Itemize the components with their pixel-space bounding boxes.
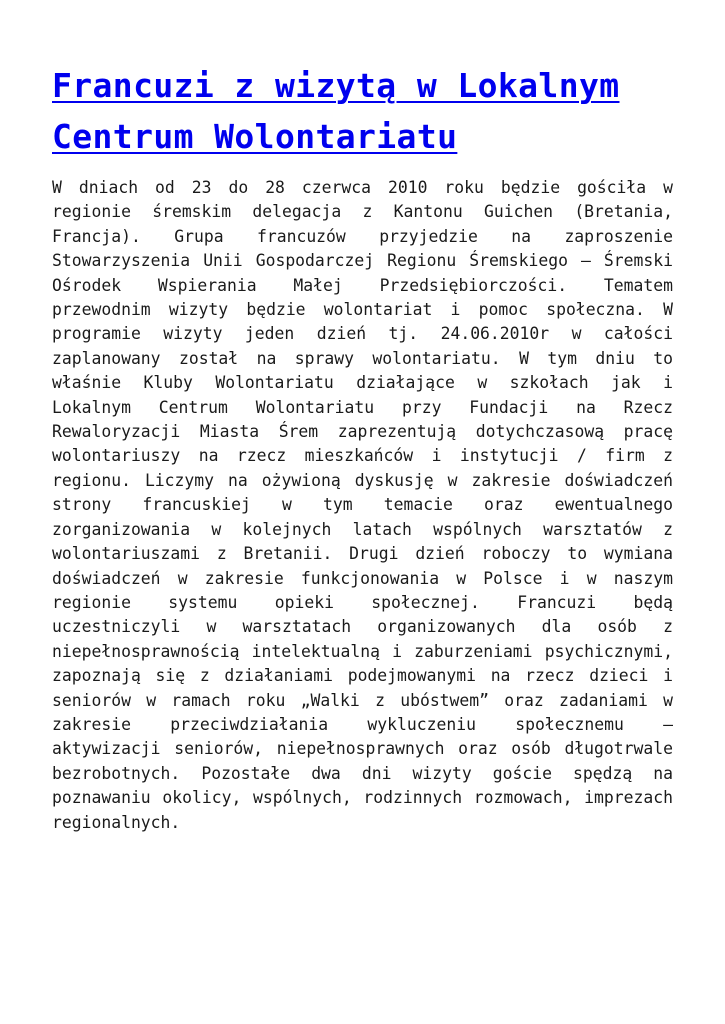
article-title <box>52 60 673 162</box>
article-title-link[interactable]: Francuzi z wizytą w Lokalnym Centrum Wolontariatu <box>52 66 620 156</box>
article <box>52 60 673 835</box>
article-body: W dniach od 23 do 28 czerwca 2010 roku będzie gościła w regionie śremskim delegacja z Kantonu Guichen (Bretania, Francja). Grupa francuzów przyjedzie na zaproszenie Stowarzyszenia Unii Gospodarczej Regionu Śremskiego – Śremski Ośrodek Wspierania Małej Przedsiębiorczości. Tematem przewodnim wizyty będzie wolontariat i pomoc społeczna. W programie wizyty jeden dzień tj. 24.06.2010r w całości zaplanowany został na sprawy wolontariatu. W tym dniu to właśnie Kluby Wolontariatu działające w szkołach jak i Lokalnym Centrum Wolontariatu przy Fundacji na Rzecz Rewaloryzacji Miasta Śrem zaprezentują dotychczasową pracę wolontariuszy na rzecz mieszkańców i instytucji / firm z regionu. Liczymy na ożywioną dyskusję w zakresie doświadczeń strony francuskiej w tym temacie oraz ewentualnego zorganizowania w kolejnych latach wspólnych warsztatów z wolontariuszami z Bretanii. Drugi dzień roboczy to wymiana doświadczeń w zakresie funkcjonowania w Polsce i w naszym regionie systemu opieki społecznej. Francuzi będą uczestniczyli w warsztatach organizowanych dla osób z niepełnosprawnością intelektualną i zaburzeniami psychicznymi, zapoznają się z działaniami podejmowanymi na rzecz dzieci i seniorów w ramach roku „Walki z ubóstwem” oraz zadaniami w zakresie przeciwdziałania wykluczeniu społecznemu – aktywizacji seniorów, niepełnosprawnych oraz osób długotrwale bezrobotnych. Pozostałe dwa dni wizyty goście spędzą na poznawaniu okolicy, wspólnych, rodzinnych rozmowach, imprezach regionalnych. <box>52 178 673 832</box>
